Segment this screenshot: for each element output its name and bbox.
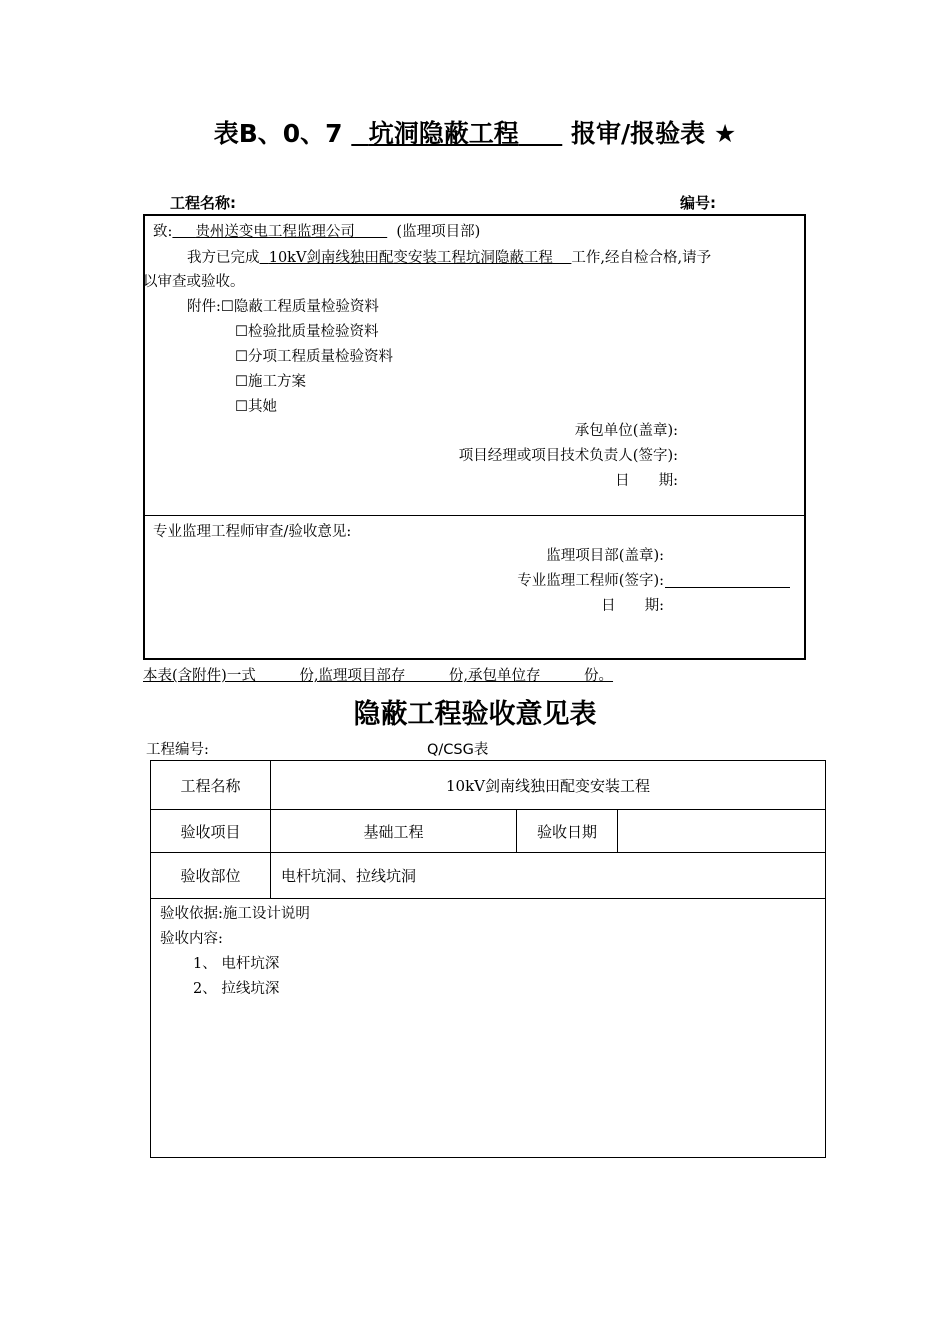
copies-note: 本表(含附件)一式 份,监理项目部存 份,承包单位存 份。 [143, 668, 614, 684]
title-prefix: 表B、0、7 [213, 119, 343, 148]
project-no-label: 工程编号: [146, 742, 209, 758]
to-line: 致: 贵州送变电工程监理公司 (监理项目部) [153, 224, 481, 240]
project-name-label: 工程名称: [170, 194, 236, 212]
completed-work: 10kV剑南线独田配变安装工程坑洞隐蔽工程 [268, 250, 553, 266]
supervision-seal: 监理项目部(盖章): [546, 548, 664, 564]
star-icon: ★ [713, 119, 737, 148]
engineer-sign: 专业监理工程师(签字): [517, 573, 664, 589]
acceptance-table [150, 760, 826, 1158]
item-label: 验收项目 [180, 822, 241, 841]
form-code: Q/CSG表 [427, 742, 489, 758]
attachments-row: 附件:☐隐蔽工程质量检验资料 [187, 299, 379, 315]
title-blank: 坑洞隐蔽工程 [368, 119, 519, 148]
date-field: 日 期: [601, 598, 664, 614]
title-suffix: 报审/报验表 [570, 119, 706, 148]
pm-sign: 项目经理或项目技术负责人(签字): [458, 448, 678, 464]
date-field: 日 期: [615, 473, 678, 489]
date-label: 验收日期 [536, 822, 597, 841]
attachment-item[interactable]: ☐检验批质量检验资料 [235, 324, 379, 340]
content-label: 验收内容: [160, 931, 223, 947]
attachment-item[interactable]: ☐分项工程质量检验资料 [235, 349, 393, 365]
location-label: 验收部位 [180, 867, 241, 885]
review-label: 专业监理工程师审查/验收意见: [153, 524, 352, 540]
project-name-value: 10kV剑南线独田配变安装工程 [445, 776, 650, 795]
attachment-item[interactable]: ☐其她 [235, 399, 277, 415]
date-value [618, 810, 825, 852]
to-company: 贵州送变电工程监理公司 [195, 224, 355, 240]
project-name-label: 工程名称 [180, 776, 241, 795]
signature-line [665, 587, 790, 588]
number-label: 编号: [680, 194, 716, 212]
item-value: 基础工程 [363, 822, 424, 841]
attachment-item[interactable]: ☐隐蔽工程质量检验资料 [220, 299, 379, 315]
contractor-seal: 承包单位(盖章): [574, 423, 678, 439]
acceptance-title: 隐蔽工程验收意见表 [353, 699, 597, 730]
completed-line-2: 以审查或验收。 [143, 274, 245, 290]
location-value: 电杆坑洞、拉线坑洞 [281, 867, 417, 885]
completed-line: 我方已完成 10kV剑南线独田配变安装工程坑洞隐蔽工程 工作,经自检合格,请予 [187, 250, 712, 266]
report-title [0, 114, 950, 150]
content-item: 1、 电杆坑深 [193, 956, 280, 972]
basis: 验收依据:施工设计说明 [160, 906, 310, 922]
content-item: 2、 拉线坑深 [193, 981, 280, 997]
report-form [143, 214, 806, 660]
divider [145, 515, 804, 516]
attachment-item[interactable]: ☐施工方案 [235, 374, 306, 390]
